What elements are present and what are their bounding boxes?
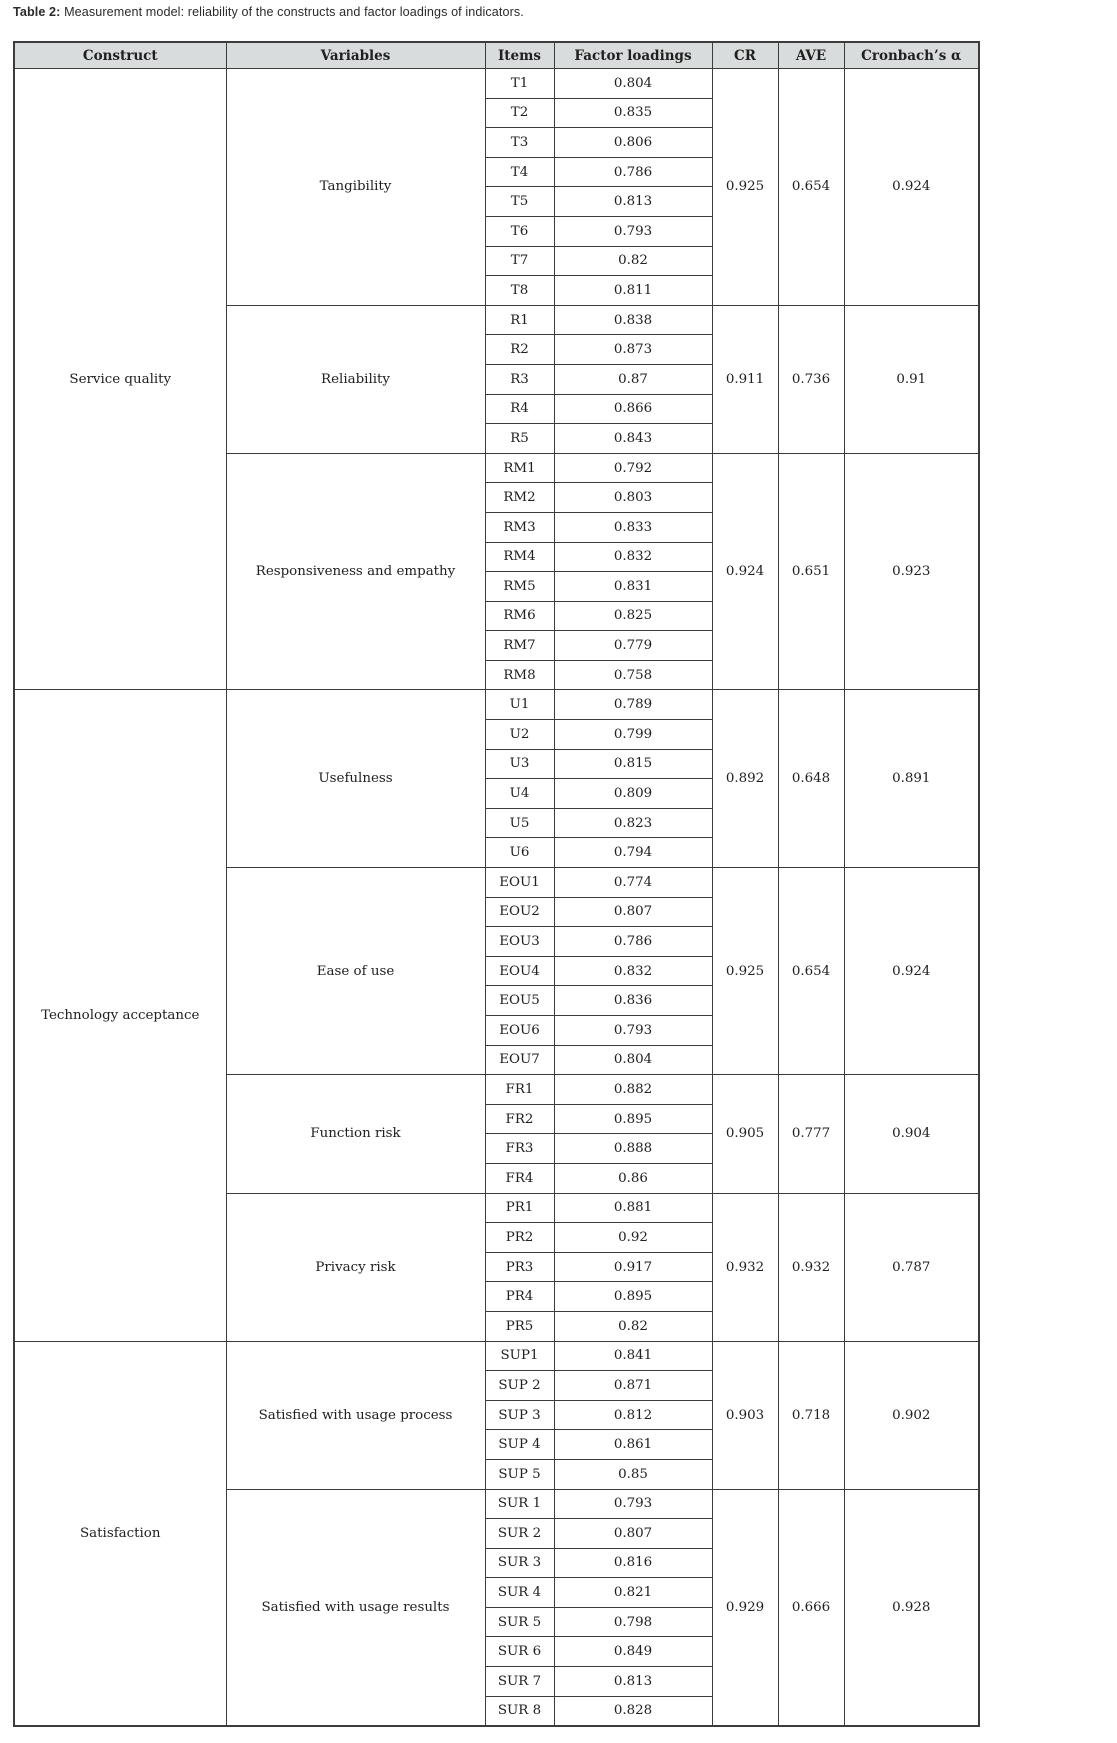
factor-loading-cell: 0.809 xyxy=(554,779,712,809)
factor-loading-cell: 0.811 xyxy=(554,276,712,306)
item-id-cell: RM1 xyxy=(485,453,554,483)
item-id-cell: EOU2 xyxy=(485,897,554,927)
factor-loading-cell: 0.82 xyxy=(554,1311,712,1341)
item-id-cell: U1 xyxy=(485,690,554,720)
item-id-cell: PR5 xyxy=(485,1311,554,1341)
variable-cell: Satisfied with usage results xyxy=(226,1489,485,1726)
factor-loading-cell: 0.871 xyxy=(554,1371,712,1401)
item-id-cell: FR2 xyxy=(485,1104,554,1134)
ave-cell: 0.648 xyxy=(778,690,844,868)
measurement-table xyxy=(13,41,980,1727)
factor-loading-cell: 0.758 xyxy=(554,660,712,690)
cr-cell: 0.903 xyxy=(712,1341,778,1489)
cronbach-alpha-cell: 0.928 xyxy=(844,1489,979,1726)
item-id-cell: RM2 xyxy=(485,483,554,513)
variable-cell: Privacy risk xyxy=(226,1193,485,1341)
ave-cell: 0.777 xyxy=(778,1075,844,1193)
item-id-cell: T8 xyxy=(485,276,554,306)
ave-cell: 0.932 xyxy=(778,1193,844,1341)
table-caption xyxy=(13,5,524,19)
table-row xyxy=(14,690,979,720)
item-id-cell: PR2 xyxy=(485,1223,554,1253)
factor-loading-cell: 0.895 xyxy=(554,1104,712,1134)
factor-loading-cell: 0.841 xyxy=(554,1341,712,1371)
factor-loading-cell: 0.873 xyxy=(554,335,712,365)
item-id-cell: T2 xyxy=(485,98,554,128)
item-id-cell: RM4 xyxy=(485,542,554,572)
item-id-cell: U3 xyxy=(485,749,554,779)
factor-loading-cell: 0.843 xyxy=(554,424,712,454)
cr-cell: 0.892 xyxy=(712,690,778,868)
cronbach-alpha-cell: 0.924 xyxy=(844,868,979,1075)
cr-cell: 0.929 xyxy=(712,1489,778,1726)
factor-loading-cell: 0.792 xyxy=(554,453,712,483)
item-id-cell: U2 xyxy=(485,720,554,750)
item-id-cell: SUR 5 xyxy=(485,1607,554,1637)
header-ave: AVE xyxy=(778,42,844,69)
cr-cell: 0.905 xyxy=(712,1075,778,1193)
factor-loading-cell: 0.774 xyxy=(554,868,712,898)
factor-loading-cell: 0.832 xyxy=(554,956,712,986)
cronbach-alpha-cell: 0.787 xyxy=(844,1193,979,1341)
header-row xyxy=(14,42,979,69)
item-id-cell: SUP 3 xyxy=(485,1400,554,1430)
cronbach-alpha-cell: 0.924 xyxy=(844,69,979,306)
header-factor-loadings: Factor loadings xyxy=(554,42,712,69)
item-id-cell: PR3 xyxy=(485,1252,554,1282)
cronbach-alpha-cell: 0.91 xyxy=(844,305,979,453)
header-items: Items xyxy=(485,42,554,69)
factor-loading-cell: 0.789 xyxy=(554,690,712,720)
factor-loading-cell: 0.838 xyxy=(554,305,712,335)
header-cronbach-alpha: Cronbach’s α xyxy=(844,42,979,69)
variable-cell: Tangibility xyxy=(226,69,485,306)
factor-loading-cell: 0.786 xyxy=(554,157,712,187)
item-id-cell: T3 xyxy=(485,128,554,158)
factor-loading-cell: 0.803 xyxy=(554,483,712,513)
variable-cell: Satisfied with usage process xyxy=(226,1341,485,1489)
construct-cell: Technology acceptance xyxy=(14,690,226,1341)
factor-loading-cell: 0.815 xyxy=(554,749,712,779)
factor-loading-cell: 0.882 xyxy=(554,1075,712,1105)
factor-loading-cell: 0.86 xyxy=(554,1163,712,1193)
factor-loading-cell: 0.813 xyxy=(554,187,712,217)
factor-loading-cell: 0.812 xyxy=(554,1400,712,1430)
factor-loading-cell: 0.881 xyxy=(554,1193,712,1223)
cr-cell: 0.911 xyxy=(712,305,778,453)
cr-cell: 0.932 xyxy=(712,1193,778,1341)
factor-loading-cell: 0.806 xyxy=(554,128,712,158)
item-id-cell: RM5 xyxy=(485,572,554,602)
item-id-cell: T6 xyxy=(485,216,554,246)
item-id-cell: SUR 1 xyxy=(485,1489,554,1519)
item-id-cell: U4 xyxy=(485,779,554,809)
factor-loading-cell: 0.836 xyxy=(554,986,712,1016)
factor-loading-cell: 0.825 xyxy=(554,601,712,631)
item-id-cell: SUR 3 xyxy=(485,1548,554,1578)
item-id-cell: SUR 7 xyxy=(485,1667,554,1697)
item-id-cell: FR3 xyxy=(485,1134,554,1164)
item-id-cell: EOU6 xyxy=(485,1016,554,1046)
factor-loading-cell: 0.92 xyxy=(554,1223,712,1253)
variable-cell: Reliability xyxy=(226,305,485,453)
factor-loading-cell: 0.849 xyxy=(554,1637,712,1667)
item-id-cell: RM8 xyxy=(485,660,554,690)
cronbach-alpha-cell: 0.891 xyxy=(844,690,979,868)
item-id-cell: SUR 4 xyxy=(485,1578,554,1608)
item-id-cell: EOU5 xyxy=(485,986,554,1016)
item-id-cell: R3 xyxy=(485,364,554,394)
factor-loading-cell: 0.793 xyxy=(554,1489,712,1519)
cr-cell: 0.925 xyxy=(712,868,778,1075)
item-id-cell: SUP 2 xyxy=(485,1371,554,1401)
factor-loading-cell: 0.804 xyxy=(554,69,712,99)
factor-loading-cell: 0.861 xyxy=(554,1430,712,1460)
table-caption-label: Table 2: xyxy=(13,5,61,19)
factor-loading-cell: 0.833 xyxy=(554,512,712,542)
construct-cell: Satisfaction xyxy=(14,1341,226,1726)
cronbach-alpha-cell: 0.902 xyxy=(844,1341,979,1489)
factor-loading-cell: 0.895 xyxy=(554,1282,712,1312)
ave-cell: 0.718 xyxy=(778,1341,844,1489)
factor-loading-cell: 0.816 xyxy=(554,1548,712,1578)
item-id-cell: PR4 xyxy=(485,1282,554,1312)
factor-loading-cell: 0.813 xyxy=(554,1667,712,1697)
factor-loading-cell: 0.794 xyxy=(554,838,712,868)
ave-cell: 0.654 xyxy=(778,69,844,306)
item-id-cell: T7 xyxy=(485,246,554,276)
item-id-cell: EOU4 xyxy=(485,956,554,986)
item-id-cell: EOU7 xyxy=(485,1045,554,1075)
item-id-cell: RM3 xyxy=(485,512,554,542)
item-id-cell: T4 xyxy=(485,157,554,187)
factor-loading-cell: 0.831 xyxy=(554,572,712,602)
factor-loading-cell: 0.828 xyxy=(554,1696,712,1726)
item-id-cell: R2 xyxy=(485,335,554,365)
variable-cell: Ease of use xyxy=(226,868,485,1075)
item-id-cell: PR1 xyxy=(485,1193,554,1223)
item-id-cell: SUP 4 xyxy=(485,1430,554,1460)
table-caption-text: Measurement model: reliability of the constructs and factor loadings of indicators. xyxy=(64,5,524,19)
header-variables: Variables xyxy=(226,42,485,69)
item-id-cell: RM7 xyxy=(485,631,554,661)
factor-loading-cell: 0.917 xyxy=(554,1252,712,1282)
cronbach-alpha-cell: 0.904 xyxy=(844,1075,979,1193)
item-id-cell: SUR 8 xyxy=(485,1696,554,1726)
ave-cell: 0.666 xyxy=(778,1489,844,1726)
factor-loading-cell: 0.786 xyxy=(554,927,712,957)
factor-loading-cell: 0.779 xyxy=(554,631,712,661)
factor-loading-cell: 0.793 xyxy=(554,1016,712,1046)
factor-loading-cell: 0.823 xyxy=(554,808,712,838)
item-id-cell: U6 xyxy=(485,838,554,868)
factor-loading-cell: 0.888 xyxy=(554,1134,712,1164)
factor-loading-cell: 0.799 xyxy=(554,720,712,750)
factor-loading-cell: 0.835 xyxy=(554,98,712,128)
cronbach-alpha-cell: 0.923 xyxy=(844,453,979,690)
item-id-cell: T1 xyxy=(485,69,554,99)
factor-loading-cell: 0.866 xyxy=(554,394,712,424)
table-row xyxy=(14,69,979,99)
item-id-cell: FR4 xyxy=(485,1163,554,1193)
factor-loading-cell: 0.798 xyxy=(554,1607,712,1637)
item-id-cell: R5 xyxy=(485,424,554,454)
factor-loading-cell: 0.832 xyxy=(554,542,712,572)
item-id-cell: R4 xyxy=(485,394,554,424)
item-id-cell: EOU3 xyxy=(485,927,554,957)
factor-loading-cell: 0.821 xyxy=(554,1578,712,1608)
factor-loading-cell: 0.804 xyxy=(554,1045,712,1075)
item-id-cell: SUP1 xyxy=(485,1341,554,1371)
item-id-cell: SUP 5 xyxy=(485,1459,554,1489)
item-id-cell: T5 xyxy=(485,187,554,217)
item-id-cell: EOU1 xyxy=(485,868,554,898)
factor-loading-cell: 0.807 xyxy=(554,897,712,927)
factor-loading-cell: 0.85 xyxy=(554,1459,712,1489)
item-id-cell: SUR 2 xyxy=(485,1519,554,1549)
table-body xyxy=(14,69,979,1727)
item-id-cell: R1 xyxy=(485,305,554,335)
variable-cell: Responsiveness and empathy xyxy=(226,453,485,690)
ave-cell: 0.736 xyxy=(778,305,844,453)
item-id-cell: U5 xyxy=(485,808,554,838)
construct-cell: Service quality xyxy=(14,69,226,690)
factor-loading-cell: 0.807 xyxy=(554,1519,712,1549)
variable-cell: Function risk xyxy=(226,1075,485,1193)
factor-loading-cell: 0.87 xyxy=(554,364,712,394)
factor-loading-cell: 0.793 xyxy=(554,216,712,246)
item-id-cell: RM6 xyxy=(485,601,554,631)
ave-cell: 0.651 xyxy=(778,453,844,690)
header-cr: CR xyxy=(712,42,778,69)
variable-cell: Usefulness xyxy=(226,690,485,868)
cr-cell: 0.924 xyxy=(712,453,778,690)
item-id-cell: FR1 xyxy=(485,1075,554,1105)
factor-loading-cell: 0.82 xyxy=(554,246,712,276)
header-construct: Construct xyxy=(14,42,226,69)
table-row xyxy=(14,1341,979,1371)
item-id-cell: SUR 6 xyxy=(485,1637,554,1667)
ave-cell: 0.654 xyxy=(778,868,844,1075)
cr-cell: 0.925 xyxy=(712,69,778,306)
